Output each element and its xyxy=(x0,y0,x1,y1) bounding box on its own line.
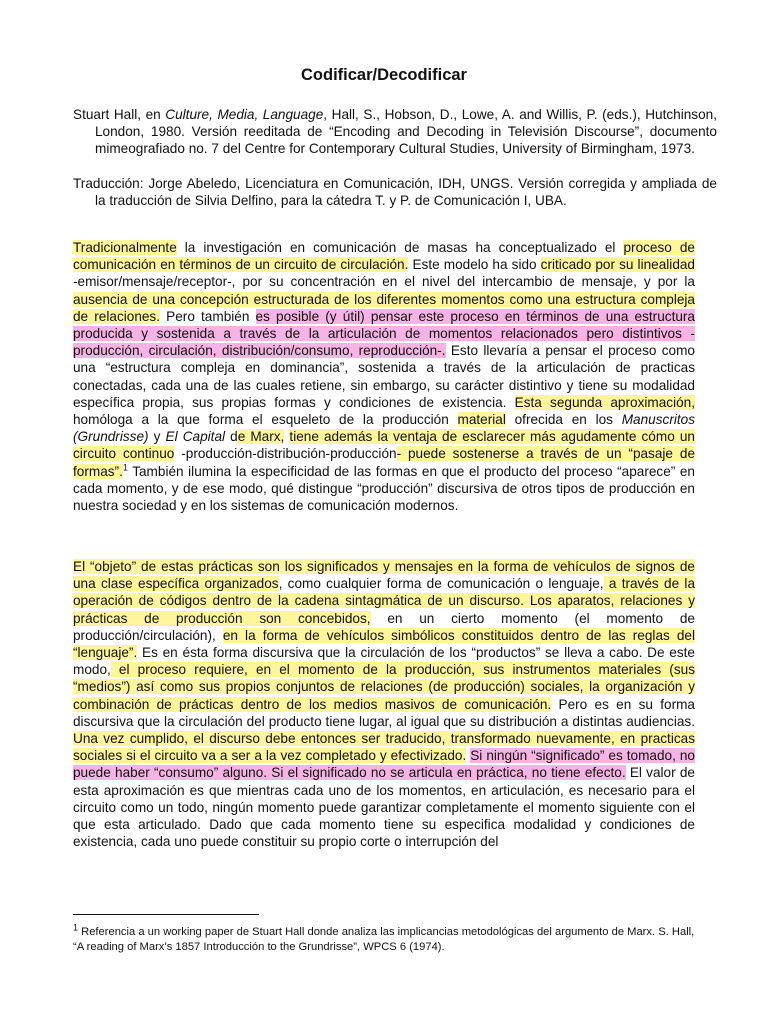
text-run: en un cierto momento (el momento de producción/circulación), xyxy=(73,610,695,643)
text-run: , como cualquier forma de comunicación o lenguaje, xyxy=(278,576,604,592)
text-run: Esto llevaría a pensar el proceso como una xyxy=(73,343,695,376)
reference-book-title: Culture, Media, Language xyxy=(165,107,324,122)
footnote-reference: 1 xyxy=(122,462,128,473)
highlight-yellow: material xyxy=(457,412,506,428)
text-run: Pero es en su forma discursiva que la circulación del producto tiene lugar, al igual que su distribución a distintas audiencias. xyxy=(73,696,695,729)
highlight-yellow: Esta segunda aproximación, xyxy=(514,394,695,410)
footnote-text: Referencia a un working paper de Stuart Hall donde analiza las implicancias metodológicas del argumento de Marx. S. Hall, “A reading of Marx’s 1857 Introducción to the Grundrisse”, WPCS 6 (1974). xyxy=(73,926,695,953)
italic-title: El Capital xyxy=(165,429,226,445)
text-run: -emisor/mensaje/receptor-, por su concentración en el nivel del intercambio de mensaje, y por la xyxy=(73,274,695,290)
highlight-yellow: a través de la operación de códigos dentro de la cadena sintagmática de un discurso. Los aparatos, relaciones y prácticas de producción son concebidos, xyxy=(73,576,696,626)
highlight-yellow: Una vez cumplido, el discurso debe entonces ser traducido, transformado nuevamente, en practicas sociales si el circuito va a ser a la vez completado y efectivizado. xyxy=(73,731,695,764)
body-paragraph-2 xyxy=(73,558,695,850)
italic-title: Manuscritos (Grundrisse) xyxy=(73,412,696,445)
highlight-pink: es posible (y útil) pensar este proceso en términos de una estructura producida y sostenida a través de la articulación de momentos relacionados pero distintivos -producción, circulación, distribución/consumo, reproducción-. xyxy=(73,308,695,359)
body-paragraph-1 xyxy=(73,239,695,514)
text-run: la investigación en comunicación de masas ha conceptualizado el xyxy=(176,240,624,255)
reference-details: , Hall, S., Hobson, D., Lowe, A. and Willis, P. (eds.), Hutchinson, London, 1980. Versión reeditada de “Encoding and Decoding in Televisión Discourse”, documento mimeografiado no. 7 del Centre for Contemporary Cultural Studies, University of Birmingham, 1973. xyxy=(95,107,718,157)
page-title: Codificar/Decodificar xyxy=(301,66,467,84)
highlight-yellow: El “objeto” de estas prácticas son los significados y mensajes en la forma de vehículos de signos de una clase específica organizados xyxy=(73,559,695,592)
text-run: También ilumina la especificidad de las formas en que el producto del proceso “aparece” en cada momento, y de ese modo, qué distingue “producción” discursiva de otros tipos de producción en nuestra sociedad y en los sistemas de comunicación modernos. xyxy=(73,463,695,514)
highlight-yellow: ausencia de una concepción estructurada de los diferentes momentos como una estructura compleja de relaciones. xyxy=(73,291,695,324)
text-run: Pero también xyxy=(160,308,256,324)
text-run: El valor de esta aproximación es que mientras cada uno de los momentos, en articulación, es necesario para el circuito como un todo, ningún momento puede garantizar completamente el momento siguiente con el que esta articulado. Dado que cada momento tiene su especifica modalidad y condiciones de existencia, cada uno puede constituir su propio corte o interrupción del xyxy=(73,765,695,850)
text-run: homóloga a la que forma el esqueleto de la producción xyxy=(73,412,458,428)
text-run: -producción-distribución-producción xyxy=(174,446,397,462)
highlight-yellow: proceso de comunicación en términos de un circuito de circulación. xyxy=(73,240,695,273)
footnote-marker: 1 xyxy=(73,922,79,933)
text-run: Es en ésta forma discursiva que la circulación de los “productos” se lleva a cabo. De este modo, xyxy=(73,645,695,678)
highlight-yellow: e Marx, xyxy=(237,429,285,445)
source-reference xyxy=(73,106,717,157)
highlight-yellow: criticado por su linealidad xyxy=(540,257,695,273)
highlight-yellow: el proceso requiere, en el momento de la producción, sus instrumentos materiales (sus “medios”) así como sus propios conjuntos de relaciones (de producción) sociales, la organización y combinación de prácticas dentro de los medios masivos de comunicación. xyxy=(73,662,695,712)
text-run: d xyxy=(225,429,238,445)
highlight-yellow: - puede sostenerse a través de un “pasaje de formas”. xyxy=(73,446,696,479)
highlight-yellow: en la forma de vehículos simbólicos constituidos dentro de las reglas del “lenguaje”. xyxy=(73,627,696,661)
highlight-yellow: Tradicionalmente xyxy=(73,240,177,255)
text-run: “estructura compleja en dominancia” xyxy=(105,360,345,376)
text-run: y xyxy=(148,429,166,445)
text-run: , sostenida a través de la articulación de practicas conectadas, cada una de las cuales retiene, sin embargo, su carácter distintivo y tiene su modalidad específica propia, sus propias formas y condiciones de existencia. xyxy=(73,360,695,410)
text-run: Este modelo ha sido xyxy=(408,257,541,273)
highlight-pink: Si ningún “significado” es tomado, no puede haber “consumo” alguno. Si el significado no se articula en práctica, no tiene efecto. xyxy=(73,748,695,781)
footnote xyxy=(73,922,698,954)
highlight-yellow: tiene además la ventaja de esclarecer más agudamente cómo un circuito continuo xyxy=(73,429,695,462)
footnote-divider xyxy=(73,914,259,915)
text-run: ofrecida en los xyxy=(505,412,622,428)
reference-author: Stuart Hall, en xyxy=(73,107,166,122)
translation-credit: Traducción: Jorge Abeledo, Licenciatura en Comunicación, IDH, UNGS. Versión corregida y ampliada de la traducción de Silvia Delfino, para la cátedra T. y P. de Comunicación I, UBA. xyxy=(73,176,717,209)
